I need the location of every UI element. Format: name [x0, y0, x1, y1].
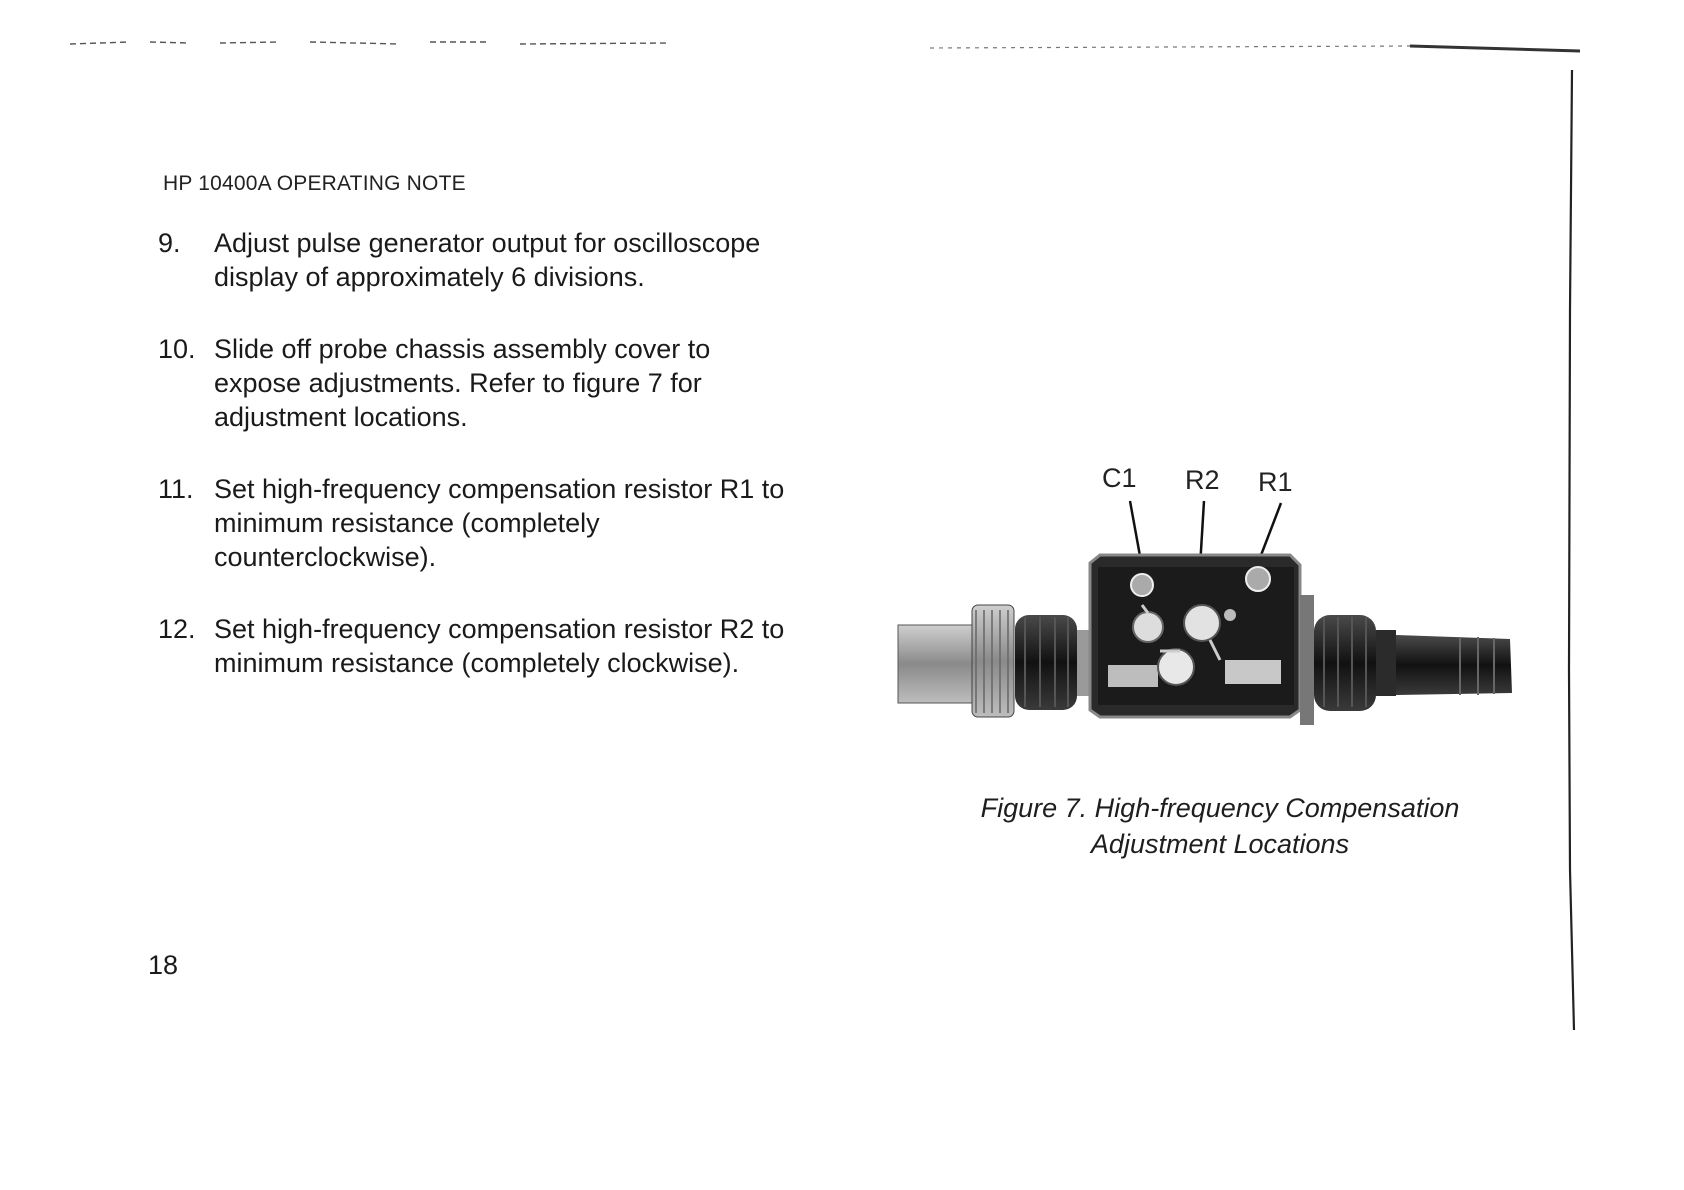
caption-line-2: Adjustment Locations — [1090, 829, 1350, 859]
caption-line-1: Figure 7. High-frequency Compensation — [980, 793, 1460, 823]
scan-edge-right — [1560, 70, 1580, 1030]
figure-7 — [880, 455, 1560, 765]
procedure-steps — [158, 226, 798, 718]
step-number: 11. — [158, 474, 194, 504]
step-number: 12. — [158, 614, 196, 644]
probe-assembly-photo — [880, 455, 1560, 765]
scan-edge-top — [70, 36, 1580, 58]
step-text: Set high-frequency compensation resistor R2 to minimum resistance (completely clockwise). — [214, 614, 785, 678]
step-9 — [158, 226, 798, 294]
callout-r1: R1 — [1258, 467, 1293, 497]
callout-r2: R2 — [1185, 465, 1220, 495]
step-11 — [158, 472, 798, 574]
figure-caption — [900, 790, 1540, 862]
step-text: Slide off probe chassis assembly cover to expose adjustments. Refer to figure 7 for adjustment locations. — [214, 334, 711, 432]
step-10 — [158, 332, 798, 434]
page-number: 18 — [148, 950, 179, 980]
step-number: 9. — [158, 228, 181, 258]
step-number: 10. — [158, 334, 196, 364]
page-header: HP 10400A OPERATING NOTE — [163, 172, 466, 195]
step-text: Set high-frequency compensation resistor R1 to minimum resistance (completely counterclockwise). — [214, 474, 785, 572]
step-12 — [158, 612, 798, 680]
step-text: Adjust pulse generator output for oscilloscope display of approximately 6 divisions. — [214, 228, 761, 292]
callout-c1: C1 — [1102, 463, 1137, 493]
